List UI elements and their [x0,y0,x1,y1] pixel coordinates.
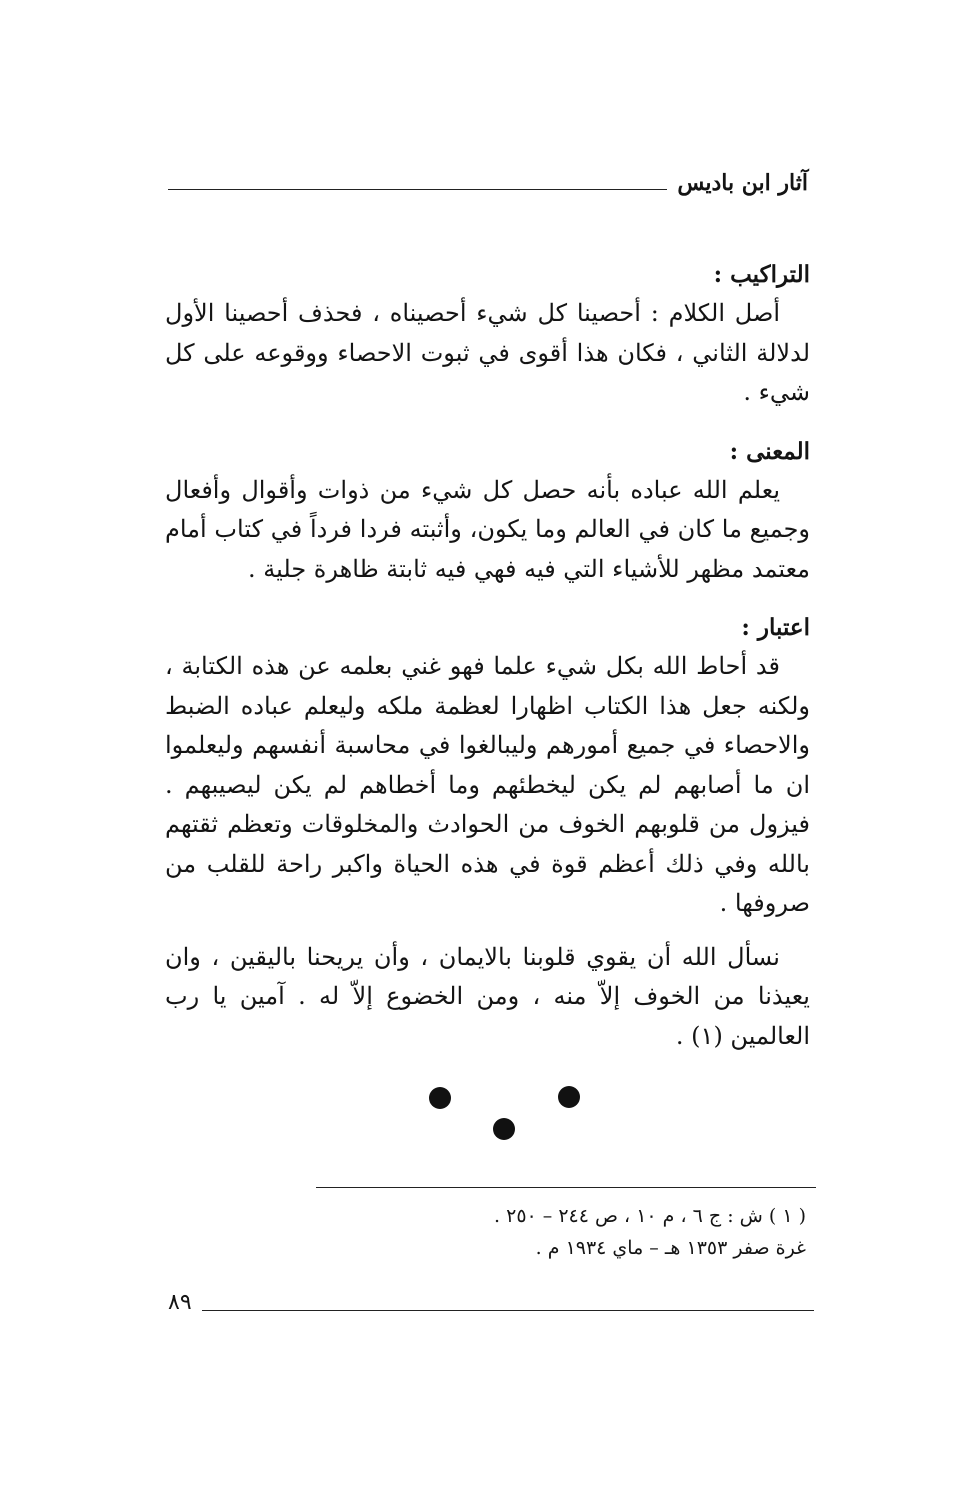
footnote-line: غرة صفر ١٣٥٣ هـ – ماي ١٩٣٤ م . [535,1237,806,1259]
section-heading-tarakib: التراكيب : [713,261,810,288]
paragraph: أصل الكلام : أحصينا كل شيء أحصيناه ، فحذف أحصينا الأول لدلالة الثاني ، فكان هذا أقوى في ثبوت الاحصاء ووقوعه على كل شيء . [165,299,810,406]
main-text [165,256,810,1056]
page-footer [168,1292,814,1314]
footnote-line: ( ١ ) ش : ج ٦ ، م ١٠ ، ص ٢٤٤ – ٢٥٠ . [494,1205,806,1227]
paragraph: قد أحاط الله بكل شيء علما فهو غني بعلمه عن هذه الكتابة ، ولكنه جعل هذا الكتاب اظهارا لعظمة ملكه وليعلم عباده الضبط والاحصاء في جميع أمورهم وليبالغوا في محاسبة أنفسهم وليعلموا ان ما أصابهم لم يكن ليخطئهم وما أخطاهم لم يكن ليصيبهم . فيزول من قلوبهم الخوف من الحوادث والمخلوقات وتعظم ثقتهم بالله وفي ذلك أعظم قوة في هذه الحياة واكبر راحة للقلب من صروفها . [165,652,810,917]
running-title: آثار ابن باديس [677,170,808,196]
page-number: ٨٩ [168,1290,192,1315]
ornament-dot-icon [558,1086,580,1108]
footer-rule [202,1310,814,1311]
ornament-dot-icon [493,1118,515,1140]
footnotes [316,1200,806,1264]
section-end-ornament [410,1080,580,1150]
section-heading-itibar: اعتبار : [741,614,810,641]
paragraph: نسأل الله أن يقوي قلوبنا بالايمان ، وأن يريحنا باليقين ، وان يعيذنا من الخوف إلاّ منه ، ومن الخضوع إلاّ له . آمين يا رب العالمين (١) . [165,942,810,1050]
footnote-rule [316,1187,816,1188]
running-header [168,172,808,194]
section-heading-maana: المعنى : [729,437,810,465]
ornament-dot-icon [429,1087,451,1109]
paragraph: يعلم الله عباده بأنه حصل كل شيء من ذوات وأقوال وأفعال وجميع ما كان في العالم وما يكون، وأثبته فردا فرداً في كتاب أمام معتمد مظهر للأشياء التي فيه فهي فيه ثابتة ظاهرة جلية . [165,475,810,583]
header-rule [168,188,667,190]
